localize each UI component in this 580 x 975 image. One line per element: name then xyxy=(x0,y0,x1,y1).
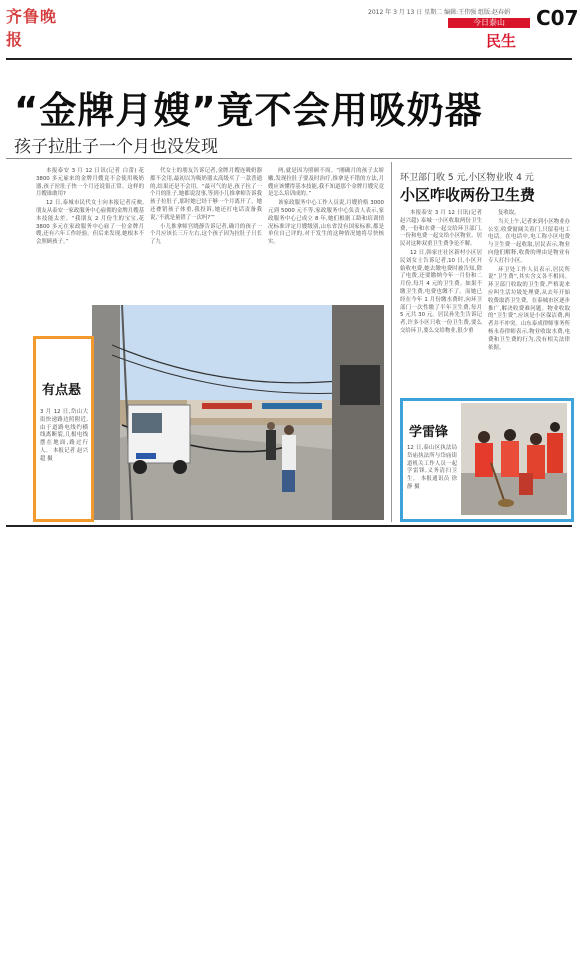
street-scene-image xyxy=(92,305,384,520)
main-story-column-1 xyxy=(36,168,144,248)
paragraph: 两,就是因为照顾不周。“刚确月的孩子太娇嫩,发现拉肚子要及时治疗,推拿是不错的方法,月嫂应该懂得基本技能,我不知道那个金牌月嫂究竟是怎么培训成的。” xyxy=(268,168,384,198)
dateline: 2012 年 3 月 13 日 星期二 编辑:王伟强 组版:赵春娟 xyxy=(368,9,511,16)
column-divider xyxy=(391,162,392,522)
headline-rule xyxy=(6,158,572,159)
paragraph: 代女士的朋友告诉记者,金牌月嫂连吸奶器都不会用,最初以为吸奶器太高级买了一款普通的,结果还是不会用。“最可气的是,孩子拉了一个月的肚子,她都说没事,等到小儿推拿师告诉我孩子拉肚子,那时她已经干够一个月离开了。她还叠错孩子体重,我投诉,她还打电话责备我说,‘不就是量错了一次吗?’” xyxy=(150,168,262,221)
bottom-rule xyxy=(6,525,572,527)
section-title: 民生 xyxy=(486,32,517,50)
box-title: 学雷锋 xyxy=(409,425,449,440)
paragraph: 本报泰安 3 月 12 日讯(记者 白蕾) 花 3800 多元雇来的金牌月嫂竟不会使用吸奶器,孩子拉肚子快一个月还说很正常。这样的月嫂谁敢用? xyxy=(36,168,144,198)
newspaper-masthead: 齐鲁晚报 xyxy=(6,7,58,49)
box-caption: 12 日,泰山区执法局岱庙执法所与岱庙街道机关工作人员一起学雷锋,义务清扫卫生。 本报通讯员 徐静 摄 xyxy=(407,445,457,490)
photo-caption-box-right xyxy=(400,398,574,522)
side-story-column-1 xyxy=(400,210,482,337)
top-rule xyxy=(6,58,572,60)
side-kicker: 环卫部门收 5 元,小区物业收 4 元 xyxy=(400,173,534,183)
side-headline: 小区咋收两份卫生费 xyxy=(400,186,536,204)
paragraph: 当天上午,记者来到小区物业办公室,收费窗阔关着门,只留着电工电话。在电话中,电工称小区电费与卫生费一起收取,居民表示,物业向他们解释,收费的理由是物业有专人打扫小区。 xyxy=(488,218,570,264)
paragraph: 小儿推拿师宫晓静告诉记者,确月的孩子一个月应该长三斤左右,这个孩子因为拉肚子只长了九 xyxy=(150,223,262,246)
main-story-column-3 xyxy=(268,168,384,248)
main-story-column-2 xyxy=(150,168,262,248)
paragraph: 复收取。 xyxy=(498,210,520,216)
paragraph: 该家政服务中心工作人员说,月嫂价格 3000 元到 5000 元不等,家政服务中心负责人表示,家政服务中心已成立 8 年,她们根据工龄和培训情况标准评定月嫂级别,山东省没有国家标准,都是单位自己评的,对于发生的这种情况她将尽快核实。 xyxy=(268,200,384,246)
paragraph: 本报泰安 3 月 12 日讯(记者 赵兴超) 泰城一小区收取两份卫生费,一份和水费一起交给环卫部门,一份和电费一起交给小区物业。居民对这种双重卫生费争论不解。 xyxy=(400,210,482,248)
news-photo-street xyxy=(92,305,384,520)
paragraph: 12 日,韩家庄社区新村小区居民刘女士告诉记者,10 日,小区开始收电费,她去缴电费时被告知,除了电费,还要缴纳今年一月份和二月份,每月 4 元的卫生费。如果不缴卫生费,电费也缴不了。而她已经在今年 1 月份缴水费时,向环卫部门一次性缴了半年卫生费,每月 5 元共 30 元。居民孙先生告诉记者,许多小区只收一份卫生费,要么交给环卫,要么交给物业,很少重 xyxy=(400,249,482,334)
box-caption: 3 月 12 日,岱山大街快递路边照附近,由于道路电线约横线离断裂,几根电线摆在地面,路过行人。 本报记者 赵兴超 摄 xyxy=(40,409,88,462)
page-number: C07 xyxy=(536,6,579,30)
section-bar: 今日泰山 xyxy=(448,18,530,28)
volunteers-photo xyxy=(461,403,567,515)
photo-caption-box-left xyxy=(33,336,94,522)
main-subheadline: 孩子拉肚子一个月也没发现 xyxy=(14,137,218,157)
paragraph: 环卫处工作人员表示,居民所说“卫生费”,其实含义各不相同。环卫部门收取的卫生费,严格说来应叫生活垃圾处理费,从去年开始收费取消卫生费。在泰城市区逐步推广,解决收费难问题。物业收取的“卫生费”,应该是小区保洁费,两者并不冲突。山东泰成律师事务所杨永春律师表示,物业收取水费,电费和卫生费的行为,没有相关法律依据。 xyxy=(488,266,570,351)
paragraph: 12 日,泰城市民代女士向本报记者反映,朋友从泰安一家政服务中心雇佣的金牌月嫂基本技能太差。“我朋友 2 月份生的宝宝,花 3800 多元在家政服务中心雇了一位金牌月嫂,还有六年工作经验。但后来发现,她根本不会照顾孩子。” xyxy=(36,200,144,246)
box-title: 有点悬 xyxy=(42,383,82,398)
main-headline: “金牌月嫂”竟不会用吸奶器 xyxy=(14,89,483,132)
side-story-column-2 xyxy=(488,210,570,353)
